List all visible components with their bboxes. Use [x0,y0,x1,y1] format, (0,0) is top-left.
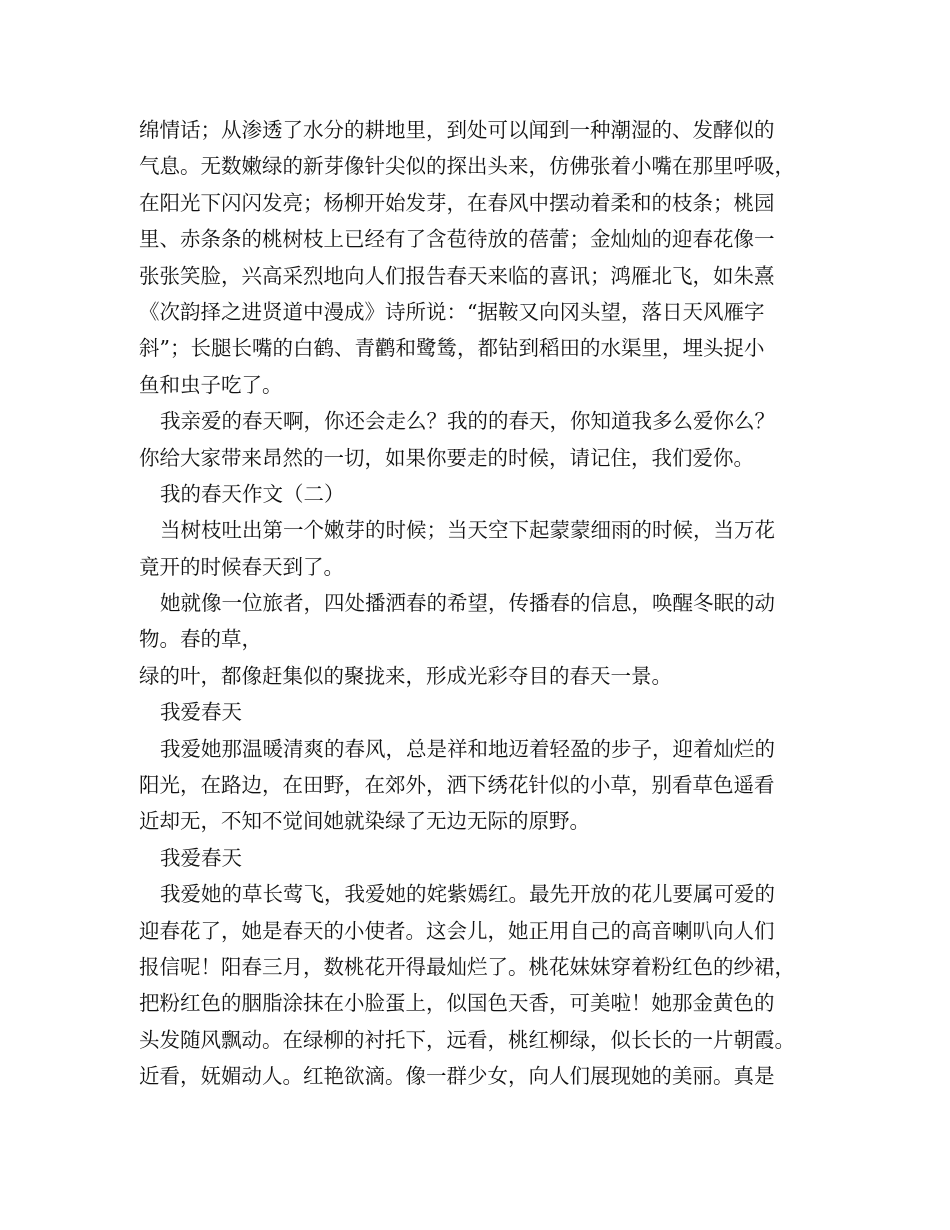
text-line: 气息。无数嫩绿的新芽像针尖似的探出头来，仿佛张着小嘴在那里呼吸， [139,154,795,179]
paragraph-first-line: 她就像一位旅者，四处播洒春的希望，传播春的信息，唤醒冬眠的动 [160,591,775,616]
section-heading: 我的春天作文（二） [160,481,345,506]
text-line: 《次韵择之进贤道中漫成》诗所说：“据鞍又向冈头望，落日天风雁字 [139,299,765,324]
paragraph-first-line: 当树枝吐出第一个嫩芽的时候；当天空下起蒙蒙细雨的时候，当万花 [160,518,775,543]
text-line: 近看，妩媚动人。红艳欲滴。像一群少女，向人们展现她的美丽。真是 [139,1064,775,1089]
text-line: 里、赤条条的桃树枝上已经有了含苞待放的蓓蕾；金灿灿的迎春花像一 [139,227,775,252]
text-line: 在阳光下闪闪发亮；杨柳开始发芽，在春风中摆动着柔和的枝条；桃园 [139,190,775,215]
document-body-text [139,112,829,1095]
section-heading: 我爱春天 [160,845,242,870]
text-line: 迎春花了，她是春天的小使者。这会儿，她正用自己的高音喇叭向人们 [139,918,775,943]
text-line: 鱼和虫子吃了。 [139,372,283,397]
text-line: 竟开的时候春天到了。 [139,554,344,579]
text-line: 头发随风飘动。在绿柳的衬托下，远看，桃红柳绿，似长长的一片朝霞。 [139,1027,795,1052]
text-line: 近却无，不知不觉间她就染绿了无边无际的原野。 [139,809,590,834]
text-line: 阳光，在路边，在田野，在郊外，洒下绣花针似的小草，别看草色遥看 [139,773,775,798]
section-heading: 我爱春天 [160,700,242,725]
text-line: 你给大家带来昂然的一切，如果你要走的时候，请记住，我们爱你。 [139,445,754,470]
text-line: 绵情话；从渗透了水分的耕地里，到处可以闻到一种潮湿的、发酵似的 [139,118,775,142]
text-line: 把粉红色的胭脂涂抹在小脸蛋上，似国色天香，可美啦！她那金黄色的 [139,991,775,1016]
text-line: 物。春的草， [139,627,262,652]
text-line: 绿的叶，都像赶集似的聚拢来，形成光彩夺目的春天一景。 [139,663,672,688]
paragraph-first-line: 我爱她的草长莺飞，我爱她的姹紫嫣红。最先开放的花儿要属可爱的 [160,882,775,907]
text-line: 张张笑脸，兴高采烈地向人们报告春天来临的喜讯；鸿雁北飞，如朱熹 [139,263,775,288]
paragraph-first-line: 我亲爱的春天啊，你还会走么？我的的春天，你知道我多么爱你么？ [160,409,775,434]
paragraph-first-line: 我爱她那温暖清爽的春风，总是祥和地迈着轻盈的步子，迎着灿烂的 [160,736,775,761]
text-line: 斜”；长腿长嘴的白鹤、青鹳和鹭鸶，都钻到稻田的水渠里，埋头捉小 [139,336,765,361]
text-line: 报信呢！阳春三月，数桃花开得最灿烂了。桃花妹妹穿着粉红色的纱裙， [139,954,795,979]
